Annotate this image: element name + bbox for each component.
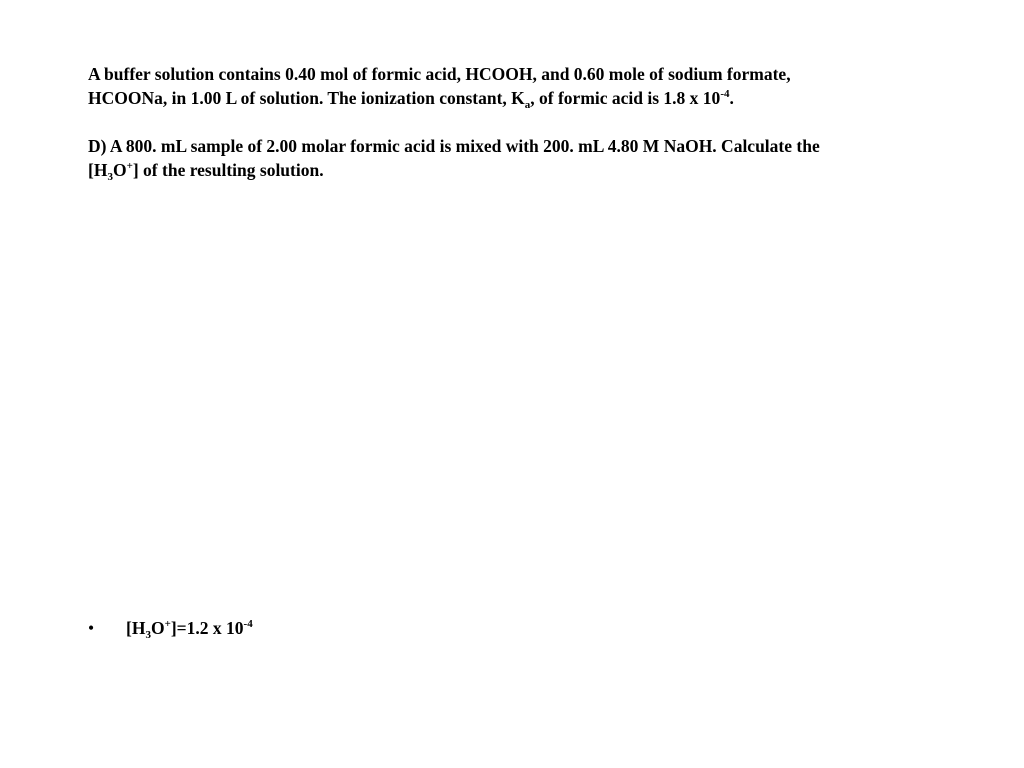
answer-h3o-charge: + [164,618,171,630]
intro-text-b: , of formic acid is 1.8 x 10 [530,88,721,108]
question-text-a: [H [88,160,108,180]
intro-text-c: . [729,88,734,108]
intro-line-1: A buffer solution contains 0.40 mol of formic acid, HCOOH, and 0.60 mole of sodium formate, [88,64,791,84]
answer-text-a: [H [126,618,146,638]
ka-exponent: -4 [720,88,730,100]
answer-bullet-item [88,616,253,640]
intro-line-2 [88,86,988,110]
h3o-charge: + [126,160,133,172]
problem-intro [88,62,988,110]
intro-text-a: HCOONa, in 1.00 L of solution. The ionization constant, K [88,88,525,108]
answer-text-c: ]=1.2 x 10 [170,618,244,638]
answer-text-b: O [150,618,165,638]
answer-exponent: -4 [243,618,253,630]
answer-h3o-subscript: 3 [145,629,151,641]
question-line-2 [88,158,988,182]
bullet-marker: • [88,618,95,638]
question-line-1: D) A 800. mL sample of 2.00 molar formic acid is mixed with 200. mL 4.80 M NaOH. Calculate the [88,136,820,156]
question-text-b: O [112,160,127,180]
ka-subscript: a [524,99,531,111]
question-d [88,134,988,182]
question-text-c: ] of the resulting solution. [132,160,324,180]
h3o-subscript: 3 [107,171,113,183]
